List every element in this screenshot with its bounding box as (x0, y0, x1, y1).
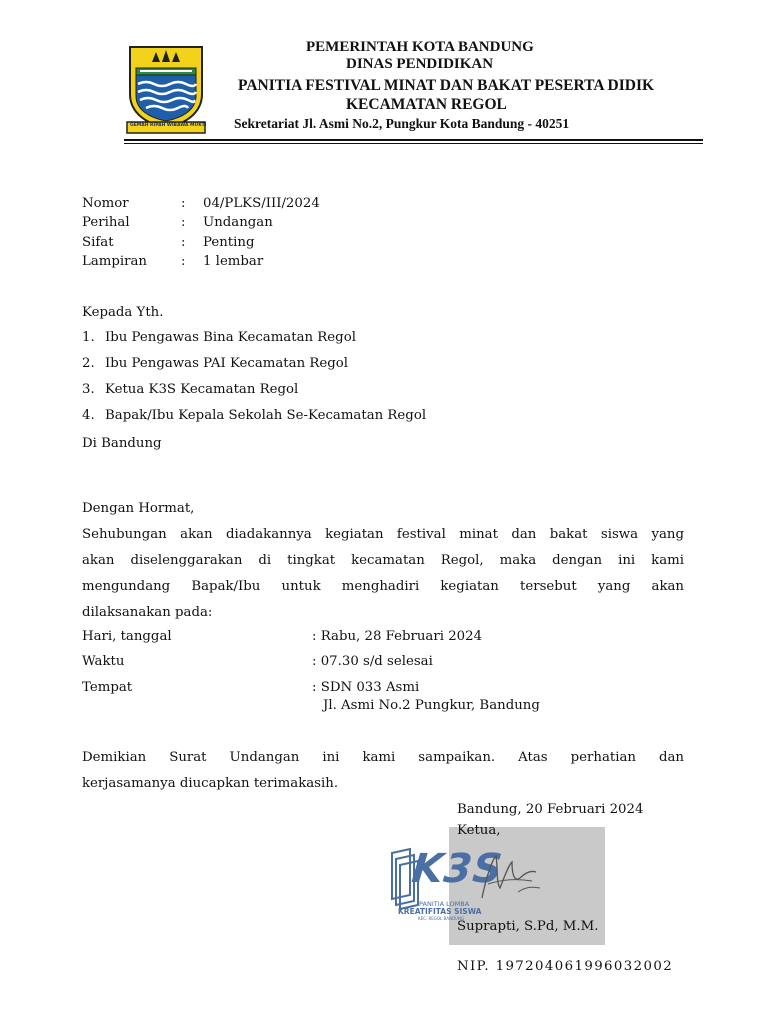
list-text: Bapak/Ibu Kepala Sekolah Se-Kecamatan Regol (105, 408, 427, 423)
list-number: 3. (82, 382, 95, 397)
meta-value: 04/PLKS/III/2024 (203, 196, 320, 211)
meta-colon: : (181, 254, 186, 269)
logo-motto: GEMAH RIPAH WIBAWA MUKTI (130, 123, 207, 128)
body-line: mengundang Bapak/Ibu untuk menghadiri kegiatan tersebut yang akan (82, 579, 684, 594)
letterhead-district: KECAMATAN REGOL (346, 96, 507, 113)
meta-colon: : (181, 235, 186, 250)
list-text: Ketua K3S Kecamatan Regol (105, 382, 299, 397)
body-line: dilaksanakan pada: (82, 605, 213, 620)
list-number: 4. (82, 408, 95, 423)
meta-value: Penting (203, 235, 255, 250)
list-number: 1. (82, 330, 95, 345)
meta-value: 1 lembar (203, 254, 264, 269)
letterhead-rule-thin (124, 143, 703, 144)
detail-value: : Rabu, 28 Februari 2024 (312, 629, 483, 644)
letterhead (0, 0, 768, 150)
detail-label: Tempat (82, 680, 133, 695)
closing-line: Demikian Surat Undangan ini kami sampaikan. Atas perhatian dan (82, 750, 684, 765)
meta-value: Undangan (203, 215, 273, 230)
meta-colon: : (181, 196, 186, 211)
stamp-caption-3: KEC. REGOL BANDUNG (418, 916, 465, 921)
letterhead-committee: PANITIA FESTIVAL MINAT DAN BAKAT PESERTA DIDIK (238, 77, 655, 94)
detail-label: Waktu (82, 654, 125, 669)
detail-address: Jl. Asmi No.2 Pungkur, Bandung (323, 698, 540, 713)
detail-value: : 07.30 s/d selesai (312, 654, 433, 669)
letterhead-address: Sekretariat Jl. Asmi No.2, Pungkur Kota Bandung - 40251 (234, 116, 570, 131)
meta-colon: : (181, 215, 186, 230)
letterhead-government: PEMERINTAH KOTA BANDUNG (306, 39, 534, 55)
letterhead-agency: DINAS PENDIDIKAN (346, 56, 494, 72)
signature-title: Ketua, (457, 823, 501, 838)
body-line: Sehubungan akan diadakannya kegiatan festival minat dan bakat siswa yang (82, 527, 684, 542)
meta-label: Lampiran (82, 254, 147, 269)
closing-line: kerjasamanya diucapkan terimakasih. (82, 776, 339, 791)
detail-value: : SDN 033 Asmi (312, 680, 420, 695)
greeting: Dengan Hormat, (82, 501, 195, 516)
stamp-caption-2: KREATIFITAS SISWA (398, 907, 482, 916)
letterhead-rule-thick (124, 139, 703, 141)
recipients-place: Di Bandung (82, 436, 162, 451)
signatory-nip: NIP. 197204061996032002 (457, 959, 674, 974)
handwritten-signature (474, 848, 548, 908)
meta-label: Nomor (82, 196, 129, 211)
body-line: akan diselenggarakan di tingkat kecamatan Regol, maka dengan ini kami (82, 553, 684, 568)
signature-place-date: Bandung, 20 Februari 2024 (457, 802, 644, 817)
recipients-heading: Kepada Yth. (82, 305, 164, 320)
detail-label: Hari, tanggal (82, 629, 172, 644)
list-text: Ibu Pengawas Bina Kecamatan Regol (105, 330, 356, 345)
meta-label: Perihal (82, 215, 130, 230)
k3s-stamp-text: K3S (409, 846, 506, 892)
stamp-caption-1: PANITIA LOMBA (419, 900, 470, 908)
signatory-name: Suprapti, S.Pd, M.M. (457, 919, 599, 934)
meta-label: Sifat (82, 235, 114, 250)
list-number: 2. (82, 356, 95, 371)
list-text: Ibu Pengawas PAI Kecamatan Regol (105, 356, 349, 371)
